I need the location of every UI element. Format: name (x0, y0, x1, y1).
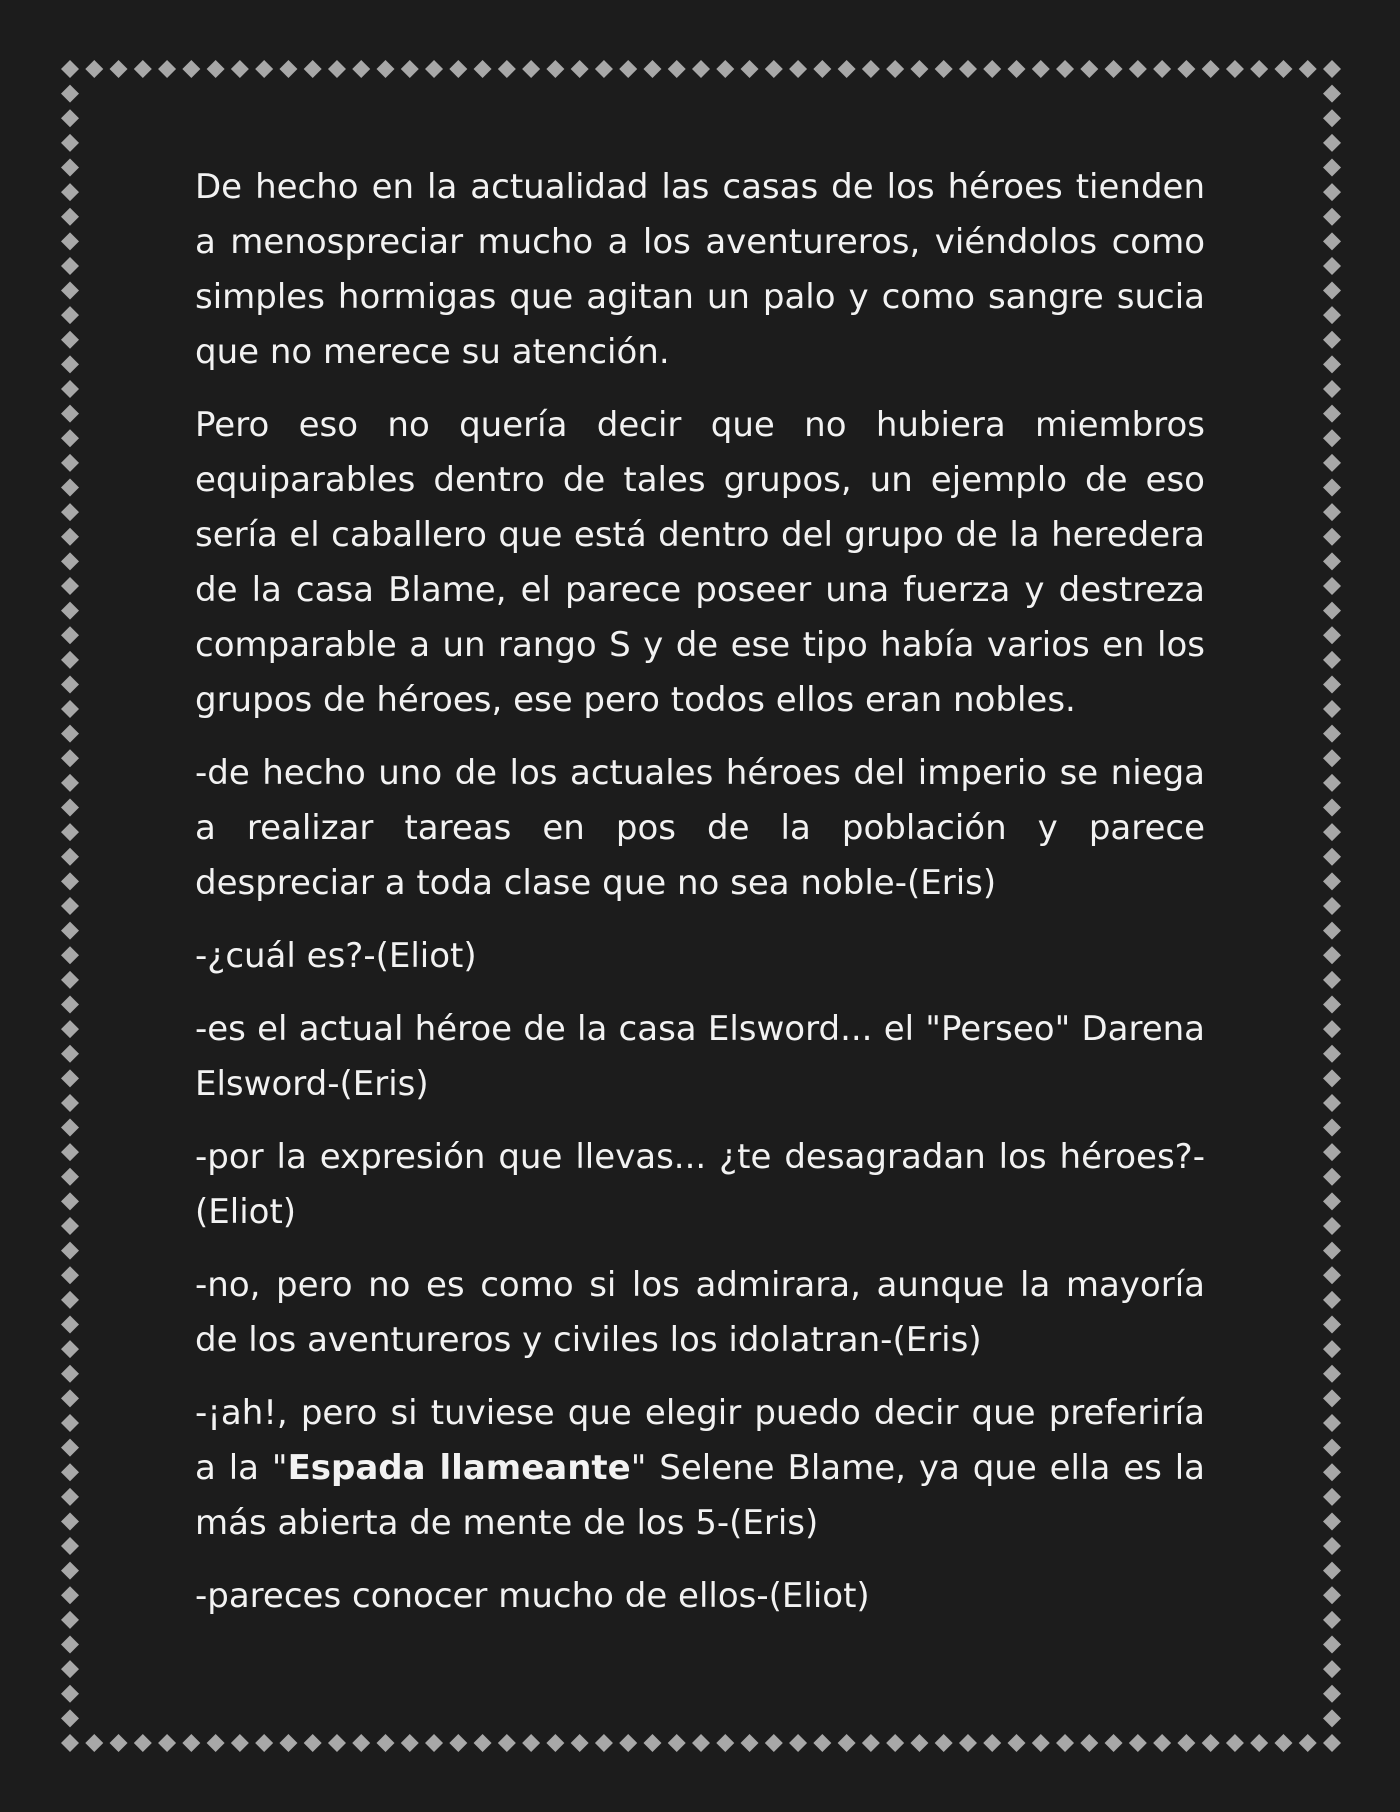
diamond-icon (1323, 331, 1341, 349)
diamond-icon (61, 1685, 79, 1703)
diamond-icon (61, 1709, 79, 1727)
diamond-icon (1323, 1463, 1341, 1481)
diamond-icon (1323, 872, 1341, 890)
diamond-icon (1323, 651, 1341, 669)
diamond-icon (789, 1734, 807, 1752)
diamond-icon (1323, 626, 1341, 644)
diamond-icon (61, 602, 79, 620)
diamond-icon (765, 60, 783, 78)
diamond-icon (741, 1734, 759, 1752)
diamond-icon (61, 1168, 79, 1186)
diamond-icon (1250, 1734, 1268, 1752)
story-paragraph (195, 746, 1205, 911)
diamond-icon (1323, 1340, 1341, 1358)
diamond-icon (61, 675, 79, 693)
diamond-icon (61, 1365, 79, 1383)
diamond-icon (1323, 749, 1341, 767)
diamond-icon (716, 60, 734, 78)
diamond-icon (279, 60, 297, 78)
diamond-icon (813, 1734, 831, 1752)
diamond-icon (255, 60, 273, 78)
paragraph-text: -por la expresión que llevas... ¿te desagradan los héroes?-(Eliot) (195, 1137, 1205, 1232)
diamond-icon (1323, 429, 1341, 447)
diamond-icon (158, 60, 176, 78)
diamond-icon (1323, 1094, 1341, 1112)
diamond-icon (692, 1734, 710, 1752)
diamond-icon (910, 1734, 928, 1752)
diamond-icon (595, 60, 613, 78)
diamond-icon (1323, 85, 1341, 103)
diamond-icon (1080, 60, 1098, 78)
diamond-icon (1323, 60, 1341, 78)
diamond-icon (1274, 1734, 1292, 1752)
diamond-icon (546, 1734, 564, 1752)
diamond-icon (886, 60, 904, 78)
diamond-icon (85, 60, 103, 78)
diamond-icon (61, 995, 79, 1013)
diamond-icon (85, 1734, 103, 1752)
diamond-icon (61, 848, 79, 866)
story-text (195, 160, 1205, 1642)
diamond-icon (61, 651, 79, 669)
paragraph-text: -de hecho uno de los actuales héroes del imperio se niega a realizar tareas en pos de la población y parece despreciar a toda clase que no sea noble-(Eris) (195, 753, 1205, 903)
diamond-icon (1323, 1685, 1341, 1703)
diamond-icon (61, 872, 79, 890)
diamond-icon (61, 1734, 79, 1752)
diamond-icon (61, 1119, 79, 1137)
diamond-icon (304, 1734, 322, 1752)
diamond-icon (1323, 1242, 1341, 1260)
diamond-icon (61, 1611, 79, 1629)
diamond-icon (401, 1734, 419, 1752)
story-paragraph (195, 929, 1205, 984)
diamond-icon (1323, 1119, 1341, 1137)
diamond-icon (643, 1734, 661, 1752)
diamond-icon (1153, 1734, 1171, 1752)
diamond-icon (595, 1734, 613, 1752)
diamond-icon (1323, 1389, 1341, 1407)
diamond-icon (498, 1734, 516, 1752)
diamond-icon (61, 700, 79, 718)
diamond-icon (1323, 1709, 1341, 1727)
diamond-icon (692, 60, 710, 78)
diamond-icon (959, 60, 977, 78)
diamond-icon (935, 1734, 953, 1752)
paragraph-text: De hecho en la actualidad las casas de los héroes tienden a menospreciar mucho a los aventureros, viéndolos como simples hormigas que agitan un palo y como sangre sucia que no merece su atención. (195, 167, 1205, 372)
story-paragraph (195, 1569, 1205, 1624)
diamond-icon (61, 208, 79, 226)
diamond-icon (61, 158, 79, 176)
diamond-icon (61, 1069, 79, 1087)
diamond-icon (61, 971, 79, 989)
diamond-icon (1323, 405, 1341, 423)
diamond-icon (61, 552, 79, 570)
diamond-icon (1008, 1734, 1026, 1752)
diamond-icon (1299, 1734, 1317, 1752)
paragraph-text: " Selene Blame, ya que ella es la más abierta de mente de los 5-(Eris) (195, 1448, 1206, 1543)
diamond-icon (1008, 60, 1026, 78)
diamond-icon (1323, 282, 1341, 300)
diamond-icon (1323, 355, 1341, 373)
diamond-icon (61, 1660, 79, 1678)
diamond-icon (1323, 1636, 1341, 1654)
diamond-icon (1323, 995, 1341, 1013)
diamond-icon (1323, 454, 1341, 472)
diamond-icon (425, 1734, 443, 1752)
diamond-icon (61, 749, 79, 767)
diamond-icon (61, 1020, 79, 1038)
diamond-icon (1323, 774, 1341, 792)
diamond-icon (1323, 1045, 1341, 1063)
diamond-icon (352, 60, 370, 78)
story-paragraph (195, 1386, 1205, 1551)
diamond-icon (1323, 848, 1341, 866)
diamond-icon (279, 1734, 297, 1752)
diamond-icon (61, 183, 79, 201)
diamond-icon (1323, 1192, 1341, 1210)
diamond-icon (61, 774, 79, 792)
diamond-icon (61, 1636, 79, 1654)
paragraph-text: -¿cuál es?-(Eliot) (195, 936, 477, 976)
diamond-icon (110, 60, 128, 78)
diamond-icon (61, 380, 79, 398)
diamond-icon (1226, 1734, 1244, 1752)
diamond-icon (61, 577, 79, 595)
diamond-icon (61, 1562, 79, 1580)
diamond-icon (1323, 109, 1341, 127)
paragraph-text: -¡ah!, pero si tuviese que elegir puedo decir que preferiría a la " (195, 1393, 1205, 1488)
diamond-icon (61, 1463, 79, 1481)
diamond-icon (61, 1217, 79, 1235)
diamond-icon (61, 1316, 79, 1334)
diamond-icon (61, 1094, 79, 1112)
diamond-icon (498, 60, 516, 78)
diamond-icon (61, 1045, 79, 1063)
story-paragraph (195, 160, 1205, 380)
diamond-icon (935, 60, 953, 78)
diamond-icon (61, 257, 79, 275)
diamond-icon (61, 1537, 79, 1555)
diamond-icon (1299, 60, 1317, 78)
diamond-icon (1153, 60, 1171, 78)
diamond-icon (668, 60, 686, 78)
diamond-icon (619, 1734, 637, 1752)
diamond-icon (61, 725, 79, 743)
diamond-icon (1323, 158, 1341, 176)
diamond-icon (1129, 60, 1147, 78)
diamond-icon (61, 1291, 79, 1309)
diamond-icon (328, 60, 346, 78)
diamond-icon (134, 1734, 152, 1752)
diamond-icon (61, 503, 79, 521)
diamond-icon (1323, 1168, 1341, 1186)
diamond-icon (61, 1266, 79, 1284)
story-paragraph (195, 1258, 1205, 1368)
paragraph-text: Pero eso no quería decir que no hubiera miembros equiparables dentro de tales grupos, un ejemplo de eso sería el caballero que está dentro del grupo de la heredera de la casa Blame, el parece poseer una fuerza y destreza comparable a un rango S y de ese tipo había varios en los grupos de héroes, ese pero todos ellos eran nobles. (195, 405, 1205, 720)
diamond-icon (1323, 725, 1341, 743)
diamond-icon (1323, 799, 1341, 817)
story-paragraph (195, 1002, 1205, 1112)
diamond-icon (1323, 1586, 1341, 1604)
diamond-icon (1323, 1266, 1341, 1284)
diamond-icon (571, 60, 589, 78)
diamond-icon (1323, 1020, 1341, 1038)
diamond-icon (1323, 479, 1341, 497)
diamond-icon (449, 1734, 467, 1752)
diamond-icon (377, 1734, 395, 1752)
diamond-icon (1105, 1734, 1123, 1752)
diamond-icon (1323, 897, 1341, 915)
diamond-icon (61, 306, 79, 324)
diamond-icon (862, 60, 880, 78)
diamond-icon (1323, 1660, 1341, 1678)
diamond-icon (425, 60, 443, 78)
diamond-icon (1080, 1734, 1098, 1752)
diamond-icon (1323, 700, 1341, 718)
diamond-icon (1323, 1217, 1341, 1235)
diamond-icon (61, 429, 79, 447)
diamond-icon (1250, 60, 1268, 78)
diamond-icon (61, 405, 79, 423)
diamond-icon (1323, 208, 1341, 226)
diamond-icon (571, 1734, 589, 1752)
diamond-icon (61, 1340, 79, 1358)
diamond-icon (910, 60, 928, 78)
diamond-icon (61, 1143, 79, 1161)
diamond-icon (1226, 60, 1244, 78)
diamond-icon (61, 823, 79, 841)
diamond-icon (1032, 1734, 1050, 1752)
diamond-icon (1274, 60, 1292, 78)
diamond-icon (61, 626, 79, 644)
paragraph-text: -pareces conocer mucho de ellos-(Eliot) (195, 1576, 870, 1616)
diamond-icon (959, 1734, 977, 1752)
diamond-icon (1323, 971, 1341, 989)
diamond-icon (1323, 1316, 1341, 1334)
diamond-icon (1323, 675, 1341, 693)
diamond-icon (61, 799, 79, 817)
diamond-icon (207, 60, 225, 78)
diamond-icon (328, 1734, 346, 1752)
diamond-icon (61, 1512, 79, 1530)
diamond-icon (1323, 1365, 1341, 1383)
diamond-icon (304, 60, 322, 78)
story-paragraph (195, 1130, 1205, 1240)
diamond-icon (449, 60, 467, 78)
diamond-icon (1323, 1611, 1341, 1629)
diamond-icon (61, 528, 79, 546)
diamond-icon (61, 1488, 79, 1506)
diamond-icon (61, 1389, 79, 1407)
diamond-icon (61, 1192, 79, 1210)
diamond-icon (1323, 1439, 1341, 1457)
diamond-icon (61, 331, 79, 349)
story-paragraph (195, 398, 1205, 728)
diamond-icon (61, 1586, 79, 1604)
diamond-icon (1323, 1143, 1341, 1161)
diamond-icon (61, 1439, 79, 1457)
diamond-icon (61, 60, 79, 78)
diamond-icon (61, 109, 79, 127)
diamond-icon (182, 60, 200, 78)
diamond-icon (1323, 922, 1341, 940)
diamond-icon (1032, 60, 1050, 78)
diamond-icon (61, 85, 79, 103)
diamond-icon (474, 60, 492, 78)
diamond-icon (1323, 1291, 1341, 1309)
diamond-icon (1323, 1512, 1341, 1530)
diamond-icon (765, 1734, 783, 1752)
diamond-icon (983, 60, 1001, 78)
diamond-icon (813, 60, 831, 78)
diamond-icon (1323, 1488, 1341, 1506)
diamond-icon (668, 1734, 686, 1752)
paragraph-text: -es el actual héroe de la casa Elsword... el "Perseo" Darena Elsword-(Eris) (195, 1009, 1205, 1104)
diamond-icon (61, 479, 79, 497)
diamond-icon (789, 60, 807, 78)
diamond-icon (1105, 60, 1123, 78)
diamond-icon (838, 1734, 856, 1752)
diamond-icon (522, 60, 540, 78)
diamond-icon (862, 1734, 880, 1752)
diamond-icon (61, 946, 79, 964)
diamond-icon (1323, 232, 1341, 250)
diamond-icon (207, 1734, 225, 1752)
diamond-icon (1323, 1069, 1341, 1087)
emphasized-name: Espada llameante (287, 1448, 631, 1488)
diamond-icon (886, 1734, 904, 1752)
diamond-icon (61, 1242, 79, 1260)
diamond-icon (1129, 1734, 1147, 1752)
diamond-icon (401, 60, 419, 78)
diamond-icon (1323, 1562, 1341, 1580)
diamond-icon (1323, 1414, 1341, 1432)
diamond-icon (61, 454, 79, 472)
diamond-icon (522, 1734, 540, 1752)
diamond-icon (546, 60, 564, 78)
diamond-icon (1177, 60, 1195, 78)
diamond-icon (61, 897, 79, 915)
diamond-icon (474, 1734, 492, 1752)
diamond-icon (1056, 1734, 1074, 1752)
diamond-icon (1323, 946, 1341, 964)
diamond-icon (1323, 1734, 1341, 1752)
diamond-icon (983, 1734, 1001, 1752)
diamond-icon (110, 1734, 128, 1752)
diamond-icon (182, 1734, 200, 1752)
diamond-icon (1177, 1734, 1195, 1752)
diamond-icon (231, 1734, 249, 1752)
diamond-icon (231, 60, 249, 78)
diamond-icon (134, 60, 152, 78)
diamond-icon (1323, 183, 1341, 201)
diamond-icon (61, 134, 79, 152)
paragraph-text: -no, pero no es como si los admirara, aunque la mayoría de los aventureros y civiles los idolatran-(Eris) (195, 1265, 1205, 1360)
diamond-icon (619, 60, 637, 78)
diamond-icon (1323, 577, 1341, 595)
diamond-icon (716, 1734, 734, 1752)
diamond-icon (1323, 134, 1341, 152)
diamond-icon (1323, 823, 1341, 841)
diamond-icon (1202, 60, 1220, 78)
diamond-icon (1323, 528, 1341, 546)
diamond-icon (158, 1734, 176, 1752)
diamond-icon (643, 60, 661, 78)
diamond-icon (61, 232, 79, 250)
diamond-icon (1323, 306, 1341, 324)
diamond-icon (1056, 60, 1074, 78)
diamond-icon (61, 1414, 79, 1432)
diamond-icon (377, 60, 395, 78)
diamond-icon (1323, 602, 1341, 620)
diamond-icon (1323, 503, 1341, 521)
diamond-icon (61, 355, 79, 373)
diamond-icon (352, 1734, 370, 1752)
diamond-icon (741, 60, 759, 78)
diamond-icon (1323, 552, 1341, 570)
diamond-icon (1323, 1537, 1341, 1555)
diamond-icon (61, 282, 79, 300)
diamond-icon (255, 1734, 273, 1752)
diamond-icon (838, 60, 856, 78)
diamond-icon (1323, 380, 1341, 398)
diamond-icon (61, 922, 79, 940)
diamond-icon (1323, 257, 1341, 275)
diamond-icon (1202, 1734, 1220, 1752)
